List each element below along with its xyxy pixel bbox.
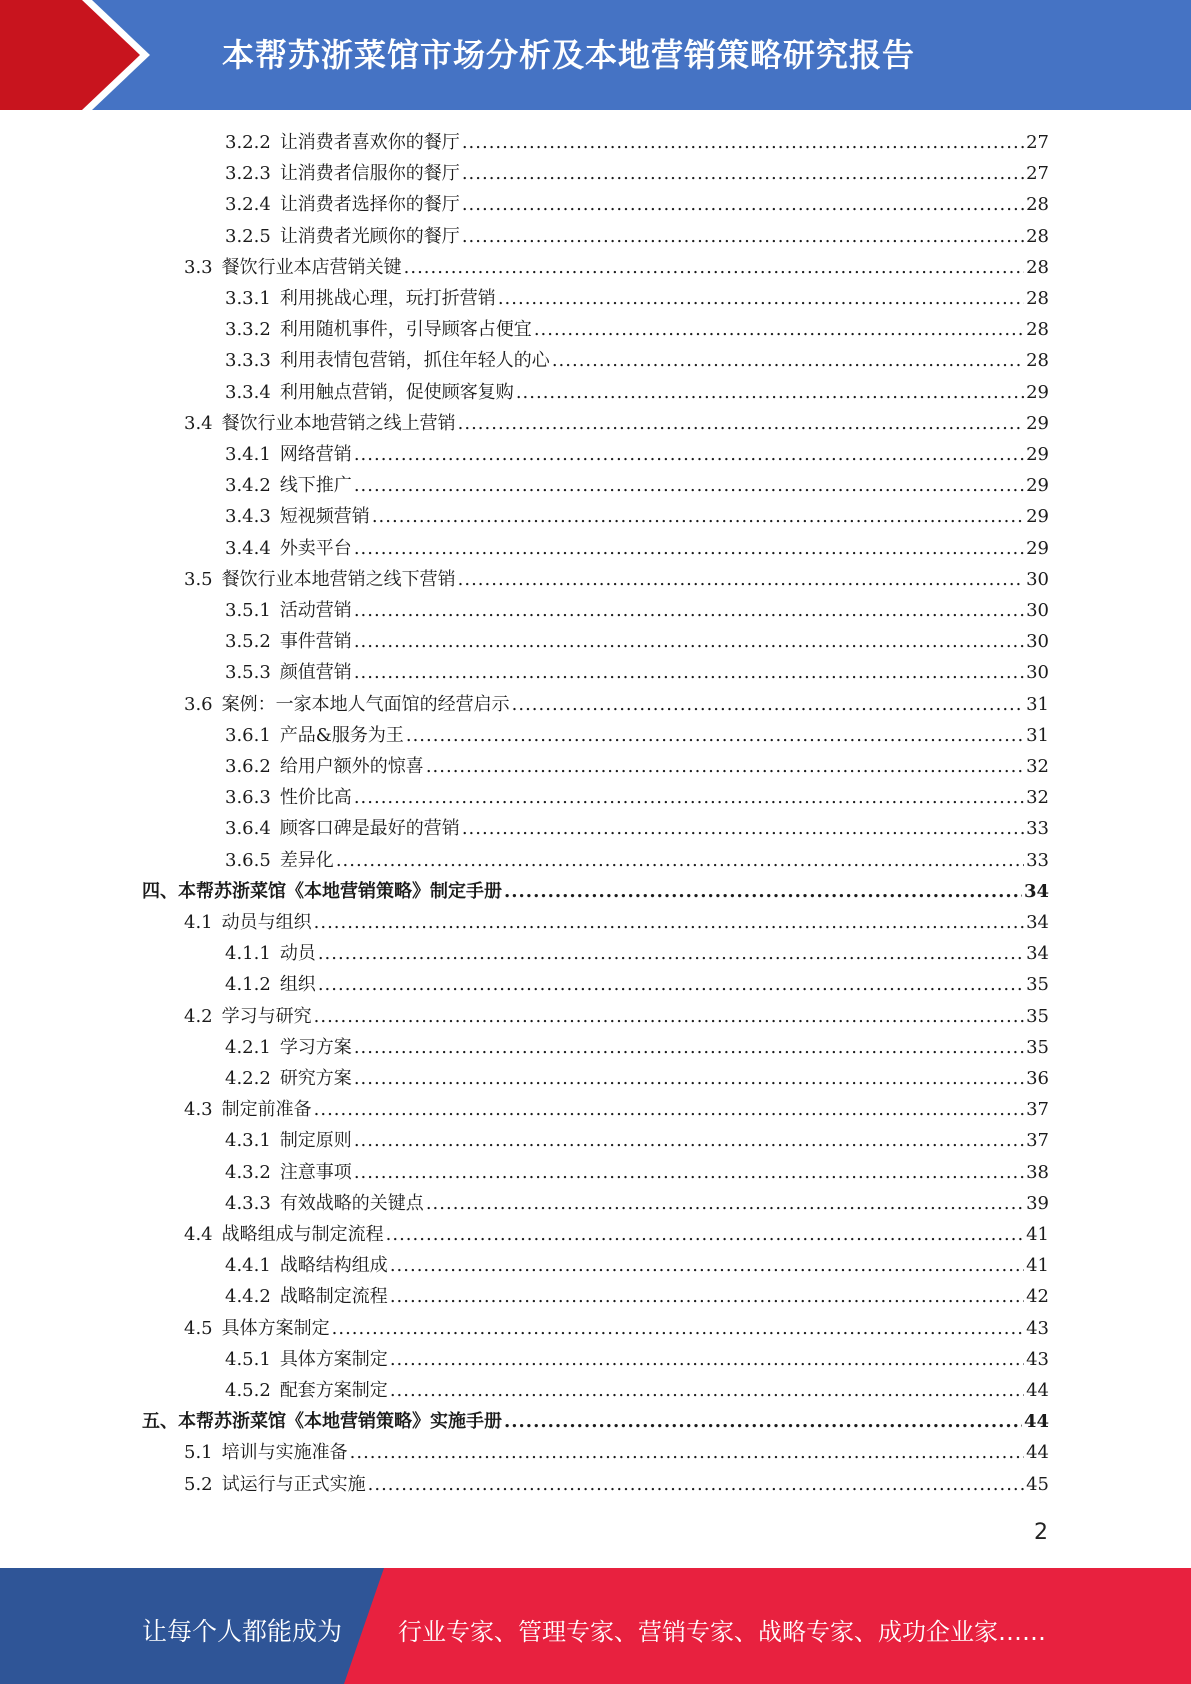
toc-entry[interactable] (184, 1001, 1049, 1032)
toc-entry[interactable] (184, 689, 1049, 720)
toc-entry-title: 四、本帮苏浙菜馆《本地营销策略》制定手册 (142, 880, 502, 902)
toc-dot-leader (354, 470, 1024, 501)
toc-entry-title: 产品&服务为王 (279, 724, 404, 746)
toc-dot-leader (406, 720, 1024, 751)
toc-entry-page: 34 (1026, 943, 1049, 965)
toc-entry-number: 3.3.3 (225, 350, 271, 372)
toc-entry-number: 4.5 (184, 1317, 213, 1339)
toc-entry-page: 30 (1026, 568, 1049, 590)
toc-entry-title: 注意事项 (279, 1161, 352, 1183)
toc-dot-leader (552, 345, 1024, 376)
toc-entry[interactable] (184, 1094, 1049, 1125)
toc-entry-number: 3.2.4 (225, 194, 271, 216)
toc-entry[interactable] (225, 189, 1049, 220)
toc-entry-number: 3.5 (184, 568, 213, 590)
toc-entry[interactable] (225, 720, 1049, 751)
toc-entry-title: 活动营销 (279, 600, 352, 621)
toc-dot-leader (462, 813, 1024, 844)
header-arrow-decoration (0, 0, 150, 110)
toc-entry-number: 5.2 (184, 1473, 213, 1495)
toc-dot-leader (314, 1001, 1024, 1032)
toc-entry-number: 3.6.2 (225, 756, 271, 777)
toc-entry-page: 44 (1026, 1380, 1049, 1401)
toc-entry[interactable] (184, 1313, 1049, 1344)
toc-entry-number: 4.3.1 (225, 1130, 271, 1152)
toc-dot-leader (458, 408, 1024, 439)
toc-entry-page: 28 (1026, 350, 1049, 372)
toc-dot-leader (354, 782, 1024, 813)
toc-dot-leader (504, 1406, 1022, 1437)
toc-dot-leader (462, 189, 1024, 220)
toc-entry[interactable] (225, 283, 1049, 314)
toc-entry-page: 27 (1026, 132, 1049, 153)
toc-entry-title: 餐饮行业本地营销之线上营销 (221, 412, 456, 434)
toc-dot-leader (314, 1094, 1024, 1125)
toc-entry-page: 36 (1026, 1068, 1049, 1089)
toc-entry-number: 4.5.2 (225, 1380, 271, 1401)
toc-dot-leader (498, 283, 1024, 314)
toc-entry-page: 32 (1026, 756, 1049, 777)
toc-entry[interactable] (184, 564, 1049, 595)
toc-entry-number: 3.6.1 (225, 724, 271, 746)
toc-entry-title: 具体方案制定 (221, 1317, 330, 1339)
toc-entry-number: 4.3.2 (225, 1161, 271, 1183)
toc-entry-page: 44 (1023, 1411, 1049, 1433)
toc-entry[interactable] (225, 377, 1049, 408)
toc-entry-number: 4.2 (184, 1005, 213, 1027)
toc-entry-number: 3.3 (184, 256, 213, 278)
toc-entry[interactable] (225, 1375, 1049, 1406)
toc-entry-title: 动员与组织 (221, 912, 312, 933)
toc-entry-title: 利用挑战心理，玩打折营销 (279, 288, 496, 309)
toc-entry-number: 4.4.1 (225, 1255, 271, 1277)
toc-entry-number: 3.5.2 (225, 631, 271, 653)
toc-entry-number: 3.6.4 (225, 818, 271, 840)
toc-entry[interactable] (225, 657, 1049, 688)
toc-entry[interactable] (225, 127, 1049, 158)
toc-entry-page: 41 (1026, 1224, 1049, 1245)
footer-slogan-right: 行业专家、管理专家、营销专家、战略专家、成功企业家…… (398, 1618, 1046, 1646)
toc-entry-number: 4.2.2 (225, 1068, 271, 1089)
toc-entry-page: 44 (1026, 1442, 1049, 1464)
toc-entry[interactable] (225, 626, 1049, 657)
toc-entry[interactable] (225, 221, 1049, 252)
toc-entry-title: 餐饮行业本地营销之线下营销 (221, 568, 456, 590)
toc-entry-title: 动员 (279, 943, 316, 965)
toc-entry-title: 外卖平台 (279, 537, 352, 559)
toc-entry-page: 29 (1026, 475, 1049, 497)
toc-dot-leader (458, 564, 1024, 595)
toc-entry-page: 34 (1023, 880, 1049, 902)
toc-entry-title: 战略结构组成 (279, 1255, 388, 1277)
toc-entry-number: 4.3.3 (225, 1192, 271, 1214)
toc-dot-leader (390, 1375, 1024, 1406)
toc-entry-number: 3.4 (184, 412, 213, 434)
toc-dot-leader (354, 1157, 1024, 1188)
toc-entry[interactable] (225, 1157, 1049, 1188)
toc-dot-leader (354, 533, 1024, 564)
toc-entry-page: 28 (1026, 225, 1049, 247)
toc-entry-title: 线下推广 (279, 475, 352, 497)
toc-entry-title: 利用触点营销，促使顾客复购 (279, 381, 514, 403)
toc-dot-leader (372, 501, 1024, 532)
toc-entry-title: 短视频营销 (279, 506, 370, 528)
toc-entry-number: 4.1 (184, 912, 213, 933)
toc-entry[interactable] (184, 408, 1049, 439)
toc-entry-page: 30 (1026, 631, 1049, 653)
toc-entry[interactable] (225, 1281, 1049, 1312)
toc-entry-number: 3.2.2 (225, 132, 271, 153)
report-title: 本帮苏浙菜馆市场分析及本地营销策略研究报告 (222, 36, 916, 74)
toc-entry-number: 4.2.1 (225, 1036, 271, 1058)
toc-dot-leader (354, 1032, 1024, 1063)
toc-entry[interactable] (225, 782, 1049, 813)
toc-entry-number: 3.2.3 (225, 163, 271, 185)
toc-entry-title: 制定前准备 (221, 1099, 312, 1121)
toc-dot-leader (404, 252, 1024, 283)
toc-entry-title: 配套方案制定 (279, 1380, 388, 1401)
toc-entry-number: 3.6.3 (225, 787, 271, 809)
toc-dot-leader (350, 1437, 1024, 1468)
toc-dot-leader (504, 876, 1022, 907)
toc-entry-title: 战略制定流程 (279, 1286, 388, 1308)
toc-entry-title: 学习与研究 (221, 1005, 312, 1027)
toc-entry-number: 3.6 (184, 693, 213, 715)
toc-entry-page: 35 (1026, 974, 1049, 996)
toc-entry[interactable] (225, 969, 1049, 1000)
toc-entry-title: 具体方案制定 (279, 1348, 388, 1370)
toc-entry[interactable] (184, 1437, 1049, 1468)
toc-dot-leader (354, 626, 1024, 657)
toc-dot-leader (462, 221, 1024, 252)
toc-entry-title: 差异化 (279, 849, 334, 871)
toc-entry-number: 3.6.5 (225, 849, 271, 871)
toc-dot-leader (386, 1219, 1024, 1250)
toc-entry-page: 37 (1026, 1099, 1049, 1121)
toc-entry[interactable] (225, 158, 1049, 189)
toc-entry-number: 5.1 (184, 1442, 213, 1464)
toc-entry[interactable] (225, 1032, 1049, 1063)
toc-entry-title: 颜值营销 (279, 662, 352, 684)
toc-entry-page: 43 (1026, 1348, 1049, 1370)
toc-dot-leader (354, 439, 1024, 470)
toc-entry-title: 顾客口碑是最好的营销 (279, 818, 460, 840)
toc-entry-page: 43 (1026, 1317, 1049, 1339)
toc-entry-number: 4.5.1 (225, 1348, 271, 1370)
toc-entry-title: 事件营销 (279, 631, 352, 653)
toc-dot-leader (368, 1469, 1024, 1500)
toc-entry-page: 33 (1026, 818, 1049, 840)
toc-entry-page: 29 (1026, 412, 1049, 434)
toc-entry[interactable] (225, 1188, 1049, 1219)
toc-entry[interactable] (142, 876, 1049, 907)
toc-entry[interactable] (225, 1063, 1049, 1094)
toc-entry-title: 研究方案 (279, 1068, 352, 1089)
toc-entry[interactable] (225, 470, 1049, 501)
toc-entry-page: 35 (1026, 1036, 1049, 1058)
toc-entry-title: 让消费者光顾你的餐厅 (279, 225, 460, 247)
toc-entry-number: 3.4.4 (225, 537, 271, 559)
page-header (0, 0, 1191, 110)
toc-entry-title: 案例：一家本地人气面馆的经营启示 (221, 693, 510, 715)
toc-entry-number: 3.3.2 (225, 319, 271, 341)
toc-entry[interactable] (184, 1219, 1049, 1250)
toc-entry-title: 让消费者喜欢你的餐厅 (279, 132, 460, 153)
toc-dot-leader (318, 938, 1024, 969)
toc-entry-page: 29 (1026, 444, 1049, 465)
toc-entry-number: 3.2.5 (225, 225, 271, 247)
toc-entry-number: 3.4.1 (225, 444, 271, 465)
toc-entry-title: 试运行与正式实施 (221, 1473, 366, 1495)
toc-dot-leader (462, 158, 1024, 189)
toc-entry-title: 组织 (279, 974, 316, 996)
toc-entry-page: 35 (1026, 1005, 1049, 1027)
toc-entry[interactable] (225, 1344, 1049, 1375)
toc-entry-page: 28 (1026, 194, 1049, 216)
toc-entry-page: 27 (1026, 163, 1049, 185)
toc-entry-number: 4.4 (184, 1224, 213, 1245)
toc-entry-page: 29 (1026, 381, 1049, 403)
toc-dot-leader (354, 595, 1024, 626)
toc-entry-page: 28 (1026, 256, 1049, 278)
toc-entry-page: 34 (1026, 912, 1049, 933)
toc-dot-leader (332, 1313, 1024, 1344)
toc-entry-number: 4.4.2 (225, 1286, 271, 1308)
toc-entry[interactable] (142, 1406, 1049, 1437)
toc-entry-number: 3.3.4 (225, 381, 271, 403)
toc-entry[interactable] (225, 595, 1049, 626)
toc-entry-number: 4.1.2 (225, 974, 271, 996)
toc-entry-title: 让消费者信服你的餐厅 (279, 163, 460, 185)
toc-entry[interactable] (184, 907, 1049, 938)
toc-entry-number: 3.3.1 (225, 288, 271, 309)
toc-entry-title: 制定原则 (279, 1130, 352, 1152)
toc-dot-leader (390, 1281, 1024, 1312)
toc-dot-leader (390, 1250, 1024, 1281)
toc-dot-leader (354, 657, 1024, 688)
toc-dot-leader (354, 1063, 1024, 1094)
toc-dot-leader (354, 1125, 1024, 1156)
toc-dot-leader (314, 907, 1024, 938)
toc-entry-page: 39 (1026, 1192, 1049, 1214)
toc-entry[interactable] (225, 501, 1049, 532)
toc-entry-title: 让消费者选择你的餐厅 (279, 194, 460, 216)
toc-entry-title: 战略组成与制定流程 (221, 1224, 384, 1245)
toc-entry[interactable] (225, 345, 1049, 376)
toc-entry-title: 利用表情包营销，抓住年轻人的心 (279, 350, 550, 372)
toc-entry-number: 4.1.1 (225, 943, 271, 965)
toc-entry-title: 餐饮行业本店营销关键 (221, 256, 402, 278)
toc-dot-leader (426, 1188, 1024, 1219)
toc-dot-leader (512, 689, 1024, 720)
toc-entry[interactable] (225, 938, 1049, 969)
toc-entry-page: 37 (1026, 1130, 1049, 1152)
toc-entry[interactable] (184, 1469, 1049, 1500)
toc-entry-page: 45 (1026, 1473, 1049, 1495)
toc-entry-page: 28 (1026, 288, 1049, 309)
toc-entry-number: 3.4.3 (225, 506, 271, 528)
toc-dot-leader (426, 751, 1024, 782)
toc-entry[interactable] (225, 751, 1049, 782)
toc-entry[interactable] (225, 314, 1049, 345)
toc-entry-number: 3.5.1 (225, 600, 271, 621)
toc-entry-title: 给用户额外的惊喜 (279, 756, 424, 777)
toc-entry-page: 31 (1026, 724, 1049, 746)
toc-entry[interactable] (225, 533, 1049, 564)
toc-entry-number: 3.4.2 (225, 475, 271, 497)
toc-entry-title: 性价比高 (279, 787, 352, 809)
toc-entry-page: 30 (1026, 600, 1049, 621)
toc-entry-page: 29 (1026, 537, 1049, 559)
toc-dot-leader (336, 845, 1024, 876)
toc-dot-leader (390, 1344, 1024, 1375)
toc-entry-page: 42 (1026, 1286, 1049, 1308)
toc-dot-leader (516, 377, 1024, 408)
toc-entry[interactable] (225, 813, 1049, 844)
footer-slogan-left: 让每个人都能成为 (142, 1617, 343, 1646)
page-number: 2 (1034, 1520, 1048, 1545)
toc-entry-title: 有效战略的关键点 (279, 1192, 424, 1214)
toc-dot-leader (534, 314, 1024, 345)
toc-entry-title: 培训与实施准备 (221, 1442, 348, 1464)
toc-entry-page: 32 (1026, 787, 1049, 809)
toc-entry-page: 31 (1026, 693, 1049, 715)
toc-entry-title: 利用随机事件，引导顾客占便宜 (279, 319, 532, 341)
toc-entry-page: 33 (1026, 849, 1049, 871)
toc-entry-title: 学习方案 (279, 1036, 352, 1058)
toc-entry-number: 4.3 (184, 1099, 213, 1121)
toc-entry-title: 五、本帮苏浙菜馆《本地营销策略》实施手册 (142, 1411, 502, 1433)
toc-entry[interactable] (225, 1250, 1049, 1281)
toc-entry-page: 38 (1026, 1161, 1049, 1183)
toc-entry-page: 41 (1026, 1255, 1049, 1277)
toc-entry-page: 30 (1026, 662, 1049, 684)
toc-entry[interactable] (225, 1125, 1049, 1156)
toc-entry-page: 29 (1026, 506, 1049, 528)
toc-entry[interactable] (225, 439, 1049, 470)
toc-entry[interactable] (225, 845, 1049, 876)
toc-entry[interactable] (184, 252, 1049, 283)
page-footer (0, 1568, 1191, 1684)
toc-entry-number: 3.5.3 (225, 662, 271, 684)
toc-dot-leader (462, 127, 1024, 158)
toc-entry-page: 28 (1026, 319, 1049, 341)
toc-dot-leader (318, 969, 1024, 1000)
toc-entry-title: 网络营销 (279, 444, 352, 465)
